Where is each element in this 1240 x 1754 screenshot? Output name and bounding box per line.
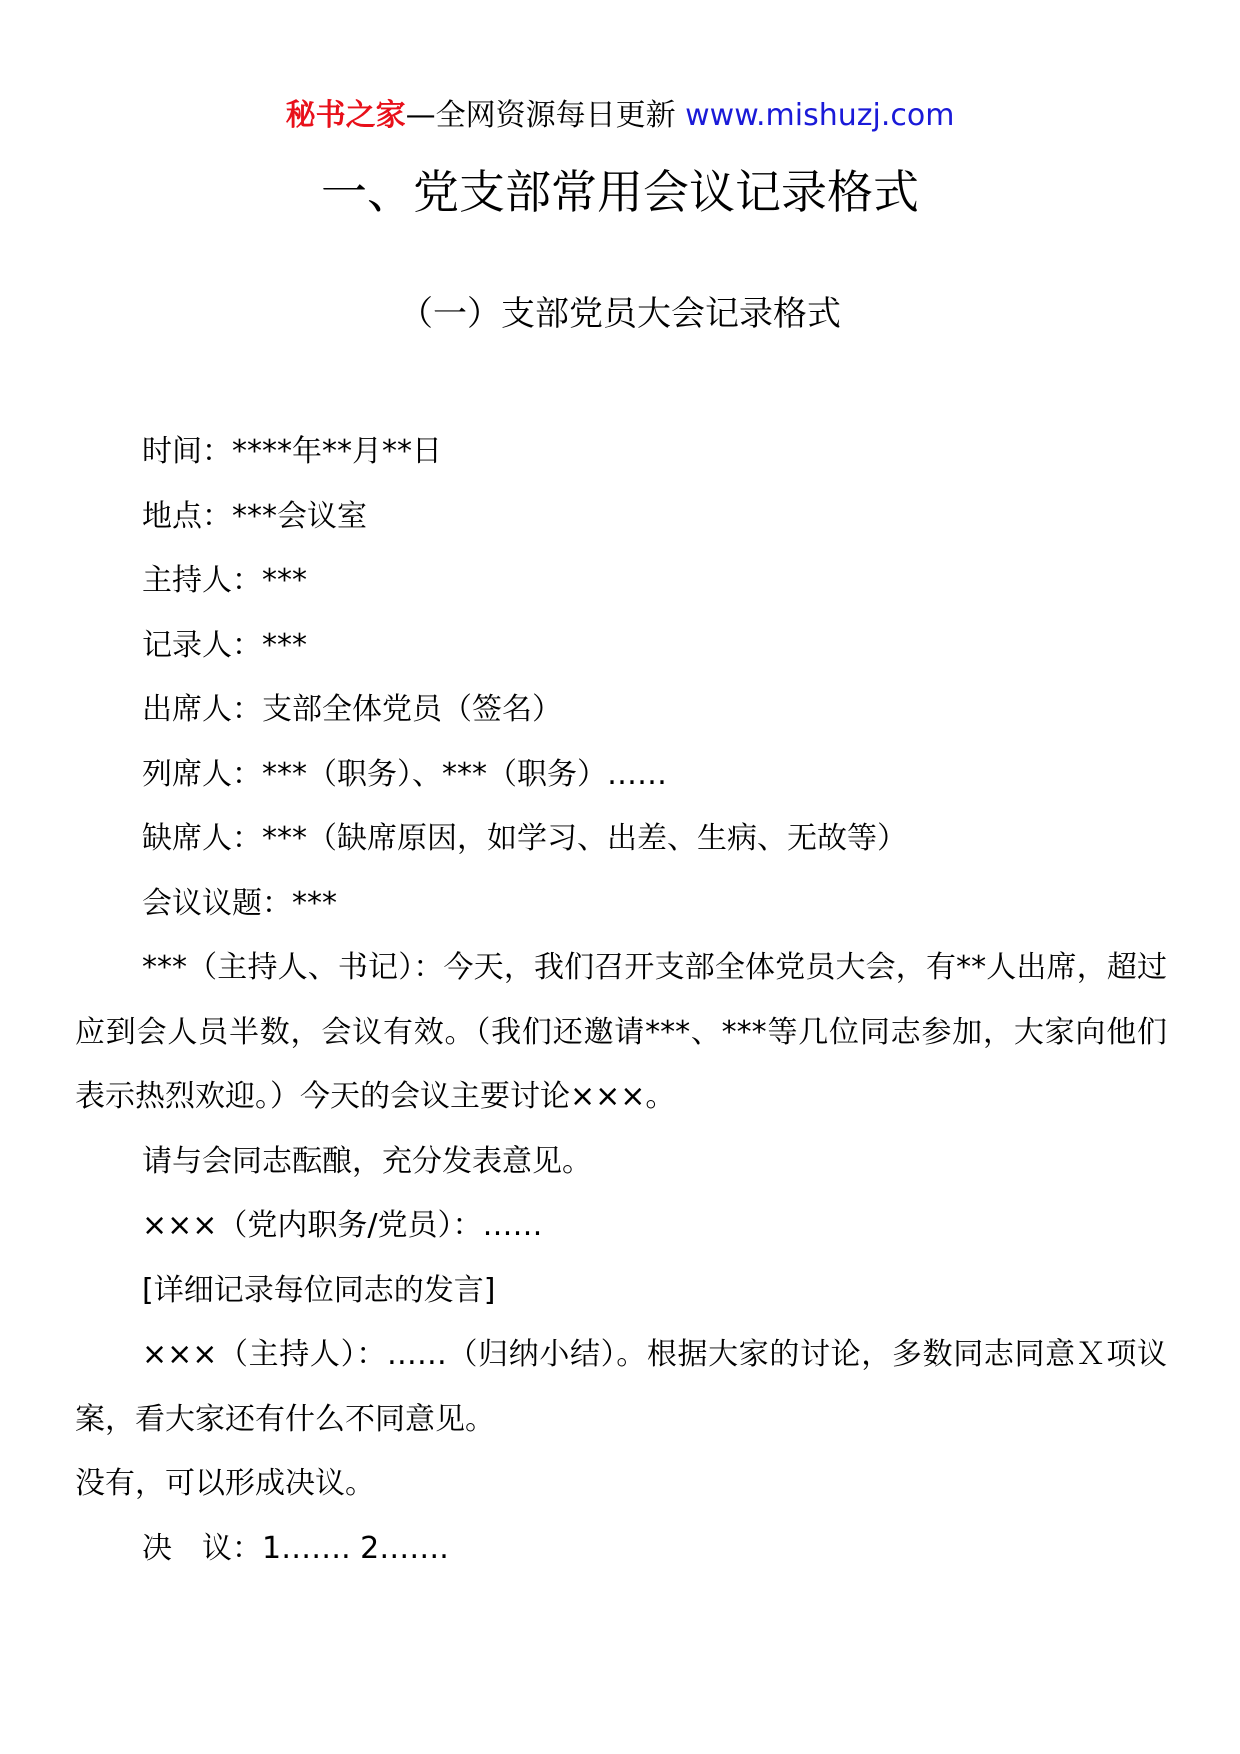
line-host: 主持人：*** [142, 563, 307, 598]
line-speech: ×××（党内职务/党员）：…… [142, 1208, 543, 1243]
site-header [0, 96, 1240, 136]
site-brand: 秘书之家 [285, 98, 406, 133]
line-recorder: 记录人：*** [142, 627, 307, 663]
line-absentees: 缺席人：***（缺席原因，如学习、出差、生病、无故等） [142, 821, 907, 856]
document-body [75, 420, 1167, 1581]
line-observers: 列席人：***（职务）、***（职务）…… [142, 756, 667, 792]
line-resolution: 决 议：1……. 2……. [142, 1530, 449, 1566]
line-time: 时间：****年**月**日 [142, 434, 442, 469]
line-attendees: 出席人：支部全体党员（签名） [142, 692, 562, 727]
line-invite: 请与会同志酝酿，充分发表意见。 [142, 1143, 592, 1179]
line-topic: 会议议题：*** [142, 885, 337, 921]
line-place: 地点：***会议室 [142, 498, 367, 534]
paragraph-opening: ***（主持人、书记）：今天，我们召开支部全体党员大会，有**人出席，超过应到会人员半数，会议有效。（我们还邀请***、***等几位同志参加，大家向他们表示热烈欢迎。）今天的会议主要讨论×××。 [75, 950, 1167, 1114]
paragraph-summary: ×××（主持人）：……（归纳小结）。根据大家的讨论，多数同志同意Ｘ项议案，看大家还有什么不同意见。 [75, 1337, 1167, 1437]
line-detail: [详细记录每位同志的发言] [142, 1272, 496, 1308]
section-subtitle: （一）支部党员大会记录格式 [399, 294, 841, 334]
line-none: 没有，可以形成决议。 [75, 1466, 375, 1501]
site-url-link[interactable]: www.mishuzj.com [685, 98, 955, 133]
page-title: 一、党支部常用会议记录格式 [321, 165, 919, 219]
site-tagline: —全网资源每日更新 [405, 98, 686, 133]
